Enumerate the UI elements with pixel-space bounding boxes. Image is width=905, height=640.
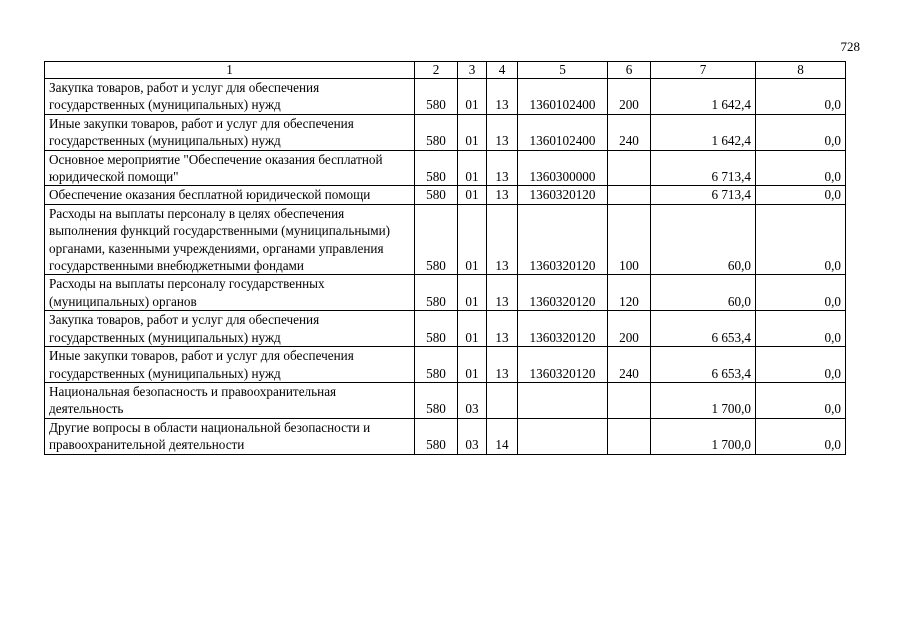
table-row (45, 275, 846, 311)
target-article-cell: 1360320120 (518, 204, 608, 275)
expense-type-cell (608, 150, 651, 186)
header-cell: 2 (415, 62, 458, 79)
target-article-cell: 1360320120 (518, 311, 608, 347)
table-row (45, 150, 846, 186)
section-cell: 01 (458, 150, 487, 186)
amount-cell-2: 0,0 (756, 347, 846, 383)
row-name-cell: Национальная безопасность и правоохранительная деятельность (45, 382, 415, 418)
grbs-cell: 580 (415, 418, 458, 454)
amount-cell-2: 0,0 (756, 79, 846, 115)
section-cell: 01 (458, 347, 487, 383)
row-name-cell: Иные закупки товаров, работ и услуг для обеспечения государственных (муниципальных) нужд (45, 114, 415, 150)
expense-type-cell: 100 (608, 204, 651, 275)
amount-cell: 1 700,0 (651, 418, 756, 454)
expense-type-cell (608, 418, 651, 454)
header-cell: 8 (756, 62, 846, 79)
subsection-cell: 13 (487, 347, 518, 383)
target-article-cell: 1360102400 (518, 114, 608, 150)
row-name-cell: Обеспечение оказания бесплатной юридической помощи (45, 186, 415, 204)
budget-table (44, 61, 846, 455)
grbs-cell: 580 (415, 114, 458, 150)
amount-cell: 1 642,4 (651, 114, 756, 150)
expense-type-cell: 240 (608, 114, 651, 150)
page-number: 728 (840, 39, 860, 54)
header-cell: 5 (518, 62, 608, 79)
expense-type-cell: 240 (608, 347, 651, 383)
header-cell: 7 (651, 62, 756, 79)
section-cell: 01 (458, 275, 487, 311)
target-article-cell: 1360102400 (518, 79, 608, 115)
subsection-cell: 13 (487, 311, 518, 347)
amount-cell: 1 700,0 (651, 382, 756, 418)
target-article-cell: 1360320120 (518, 347, 608, 383)
grbs-cell: 580 (415, 275, 458, 311)
expense-type-cell: 200 (608, 311, 651, 347)
expense-type-cell: 200 (608, 79, 651, 115)
grbs-cell: 580 (415, 79, 458, 115)
row-name-cell: Закупка товаров, работ и услуг для обеспечения государственных (муниципальных) нужд (45, 311, 415, 347)
subsection-cell (487, 382, 518, 418)
header-cell: 3 (458, 62, 487, 79)
table-row (45, 114, 846, 150)
amount-cell-2: 0,0 (756, 382, 846, 418)
row-name-cell: Расходы на выплаты персоналу государственных (муниципальных) органов (45, 275, 415, 311)
section-cell: 01 (458, 311, 487, 347)
amount-cell-2: 0,0 (756, 114, 846, 150)
amount-cell-2: 0,0 (756, 186, 846, 204)
section-cell: 01 (458, 186, 487, 204)
grbs-cell: 580 (415, 382, 458, 418)
grbs-cell: 580 (415, 347, 458, 383)
row-name-cell: Иные закупки товаров, работ и услуг для обеспечения государственных (муниципальных) нужд (45, 347, 415, 383)
amount-cell-2: 0,0 (756, 204, 846, 275)
expense-type-cell (608, 382, 651, 418)
subsection-cell: 13 (487, 204, 518, 275)
expense-type-cell: 120 (608, 275, 651, 311)
subsection-cell: 13 (487, 79, 518, 115)
section-cell: 03 (458, 418, 487, 454)
grbs-cell: 580 (415, 186, 458, 204)
header-row (45, 62, 846, 79)
target-article-cell: 1360320120 (518, 186, 608, 204)
amount-cell-2: 0,0 (756, 275, 846, 311)
amount-cell: 1 642,4 (651, 79, 756, 115)
table-row (45, 418, 846, 454)
row-name-cell: Другие вопросы в области национальной безопасности и правоохранительной деятельности (45, 418, 415, 454)
amount-cell: 60,0 (651, 275, 756, 311)
section-cell: 03 (458, 382, 487, 418)
table-row (45, 204, 846, 275)
subsection-cell: 13 (487, 150, 518, 186)
grbs-cell: 580 (415, 311, 458, 347)
amount-cell: 60,0 (651, 204, 756, 275)
subsection-cell: 13 (487, 186, 518, 204)
expense-type-cell (608, 186, 651, 204)
table-row (45, 311, 846, 347)
grbs-cell: 580 (415, 204, 458, 275)
amount-cell: 6 713,4 (651, 150, 756, 186)
target-article-cell (518, 382, 608, 418)
table-row (45, 79, 846, 115)
grbs-cell: 580 (415, 150, 458, 186)
row-name-cell: Расходы на выплаты персоналу в целях обеспечения выполнения функций государственными (муниципальными) органами, казенными учреждениями, органами управления государственными внебюджетными фондами (45, 204, 415, 275)
section-cell: 01 (458, 204, 487, 275)
amount-cell: 6 653,4 (651, 311, 756, 347)
amount-cell: 6 713,4 (651, 186, 756, 204)
subsection-cell: 13 (487, 114, 518, 150)
target-article-cell: 1360320120 (518, 275, 608, 311)
table-body (45, 62, 846, 455)
header-cell: 4 (487, 62, 518, 79)
subsection-cell: 14 (487, 418, 518, 454)
table-row (45, 186, 846, 204)
section-cell: 01 (458, 114, 487, 150)
subsection-cell: 13 (487, 275, 518, 311)
table-row (45, 382, 846, 418)
row-name-cell: Основное мероприятие "Обеспечение оказания бесплатной юридической помощи" (45, 150, 415, 186)
header-cell: 6 (608, 62, 651, 79)
amount-cell: 6 653,4 (651, 347, 756, 383)
target-article-cell (518, 418, 608, 454)
amount-cell-2: 0,0 (756, 150, 846, 186)
row-name-cell: Закупка товаров, работ и услуг для обеспечения государственных (муниципальных) нужд (45, 79, 415, 115)
header-cell: 1 (45, 62, 415, 79)
target-article-cell: 1360300000 (518, 150, 608, 186)
table-row (45, 347, 846, 383)
amount-cell-2: 0,0 (756, 311, 846, 347)
section-cell: 01 (458, 79, 487, 115)
amount-cell-2: 0,0 (756, 418, 846, 454)
